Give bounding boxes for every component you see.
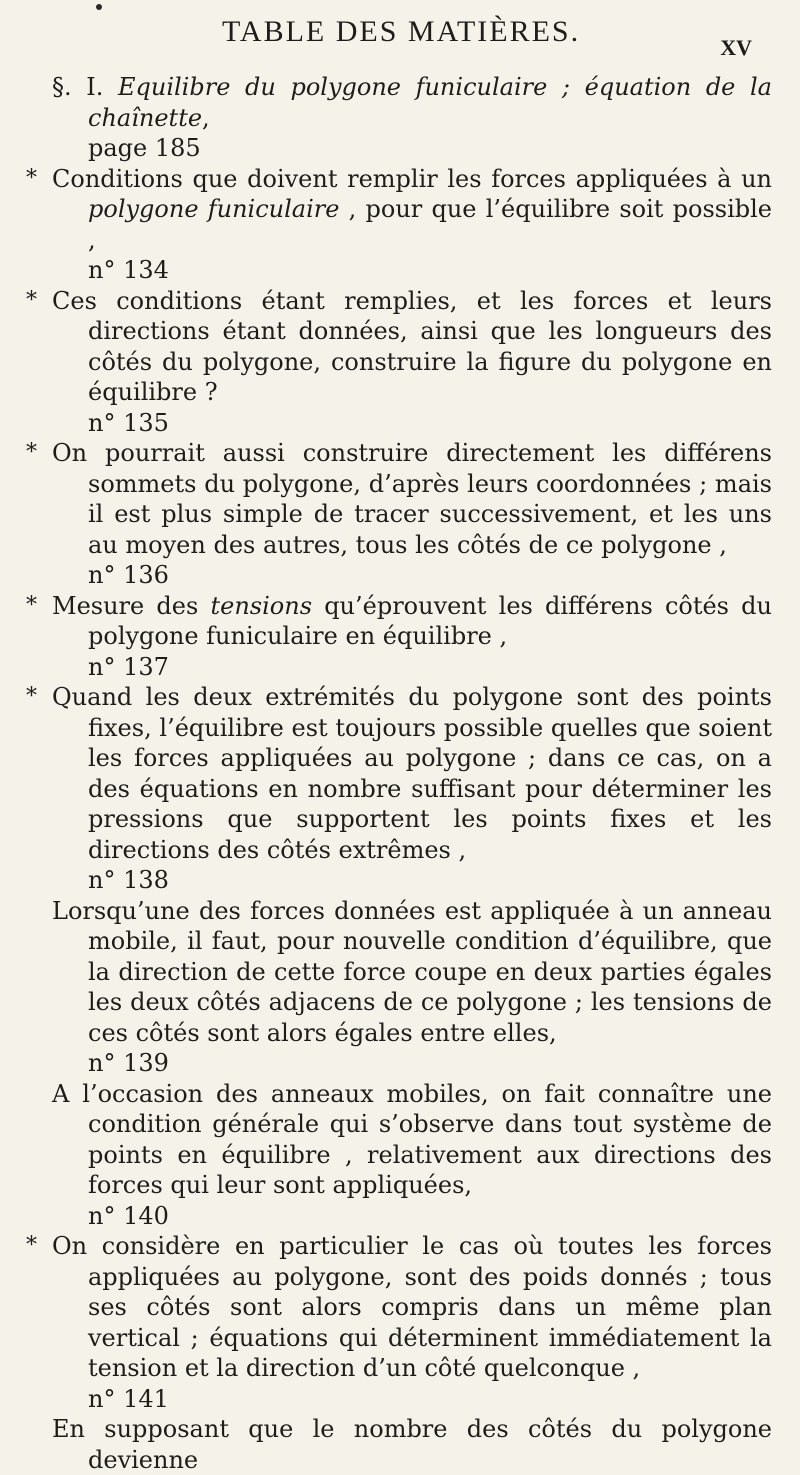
entry-reference: n° 141 [88,1384,169,1413]
entry-text-tail: , [202,103,210,132]
asterisk-mark: * [26,165,37,191]
entry-reference: n° 138 [88,866,169,894]
entry-text: Ces conditions étant remplies, et les forces et leurs directions étant données, ainsi que les longueurs des côtés du polygone, construire la figure du polygone en équilibre ? [52,286,772,406]
entry-text-tail: , pour que l’équilibre soit possible , [88,195,773,254]
entry-reference: n° 137 [88,652,169,681]
entry-text: Quand les deux extrémités du polygone sont des points fixes, l’équilibre est toujours possible quelles que soient les forces appliquées au polygone ; dans ce cas, on a des équations en nombre suffisant pour déterminer les pressions que supportent les points fixes et les directions des côtés extrêmes , [52,683,772,864]
entry-italic-text: tensions [210,591,313,620]
entry-reference: n° 139 [88,1049,169,1077]
entry-reference: n° 134 [88,256,169,284]
toc-entry [26,591,772,683]
toc-entry [52,896,772,1079]
toc-entry [26,286,772,439]
ink-dot [96,4,102,10]
toc-entry [52,1414,772,1475]
entry-text: Conditions que doivent remplir les forces appliquées à un [52,164,772,193]
entry-italic-text: Equilibre du polygone funiculaire ; équation de la chaînette [88,73,772,132]
page-number: XV [720,35,752,60]
entry-reference: page 185 [88,134,201,162]
entry-text-tail: qu’éprouvent les différens côtés du polygone funiculaire en équilibre , [88,591,772,650]
entry-text: En supposant que le nombre des côtés du polygone devienne [52,1415,772,1474]
entry-text: §. I. [52,73,118,101]
toc-entry [26,682,772,896]
asterisk-mark: * [26,1233,37,1258]
asterisk-mark: * [26,592,37,618]
entry-text: Lorsqu’une des forces données est appliquée à un anneau mobile, il faut, pour nouvelle condition d’équilibre, que la direction de cette force coupe en deux parties égales les deux côtés adjacens de ce polygone ; les tensions de ces côtés sont alors égales entre elles, [52,896,772,1047]
asterisk-mark: * [26,684,37,709]
toc-entry [26,438,772,591]
toc-entry [26,164,773,286]
toc-entry [52,1079,772,1232]
page-header [0,15,800,67]
entry-text: Mesure des [52,591,211,620]
running-title: TABLE DES MATIÈRES. [222,15,581,48]
entry-text: A l’occasion des anneaux mobiles, on fait connaître une condition générale qui s’observe dans tout système de points en équilibre , relativement aux directions des forces qui leur sont appliquées, [52,1079,772,1199]
entry-reference: n° 135 [88,408,169,437]
toc-entry [52,72,772,164]
toc-entry [26,1231,772,1414]
entry-reference: n° 140 [88,1201,169,1230]
entry-text: On considère en particulier le cas où toutes les forces appliquées au polygone, sont des poids donnés ; tous ses côtés sont alors compris dans un même plan vertical ; équations qui déterminent immédiatement la tension et la direction d’un côté quelconque , [52,1232,772,1382]
entry-reference: n° 136 [88,561,169,589]
entry-italic-text: polygone funiculaire [88,195,340,223]
table-of-contents [26,72,773,1475]
entry-text: On pourrait aussi construire directement les différens sommets du polygone, d’après leurs coordonnées ; mais il est plus simple de tracer successivement, et les uns au moyen des autres, tous les côtés de ce polygone , [52,439,772,559]
asterisk-mark: * [26,440,37,465]
asterisk-mark: * [26,287,37,313]
